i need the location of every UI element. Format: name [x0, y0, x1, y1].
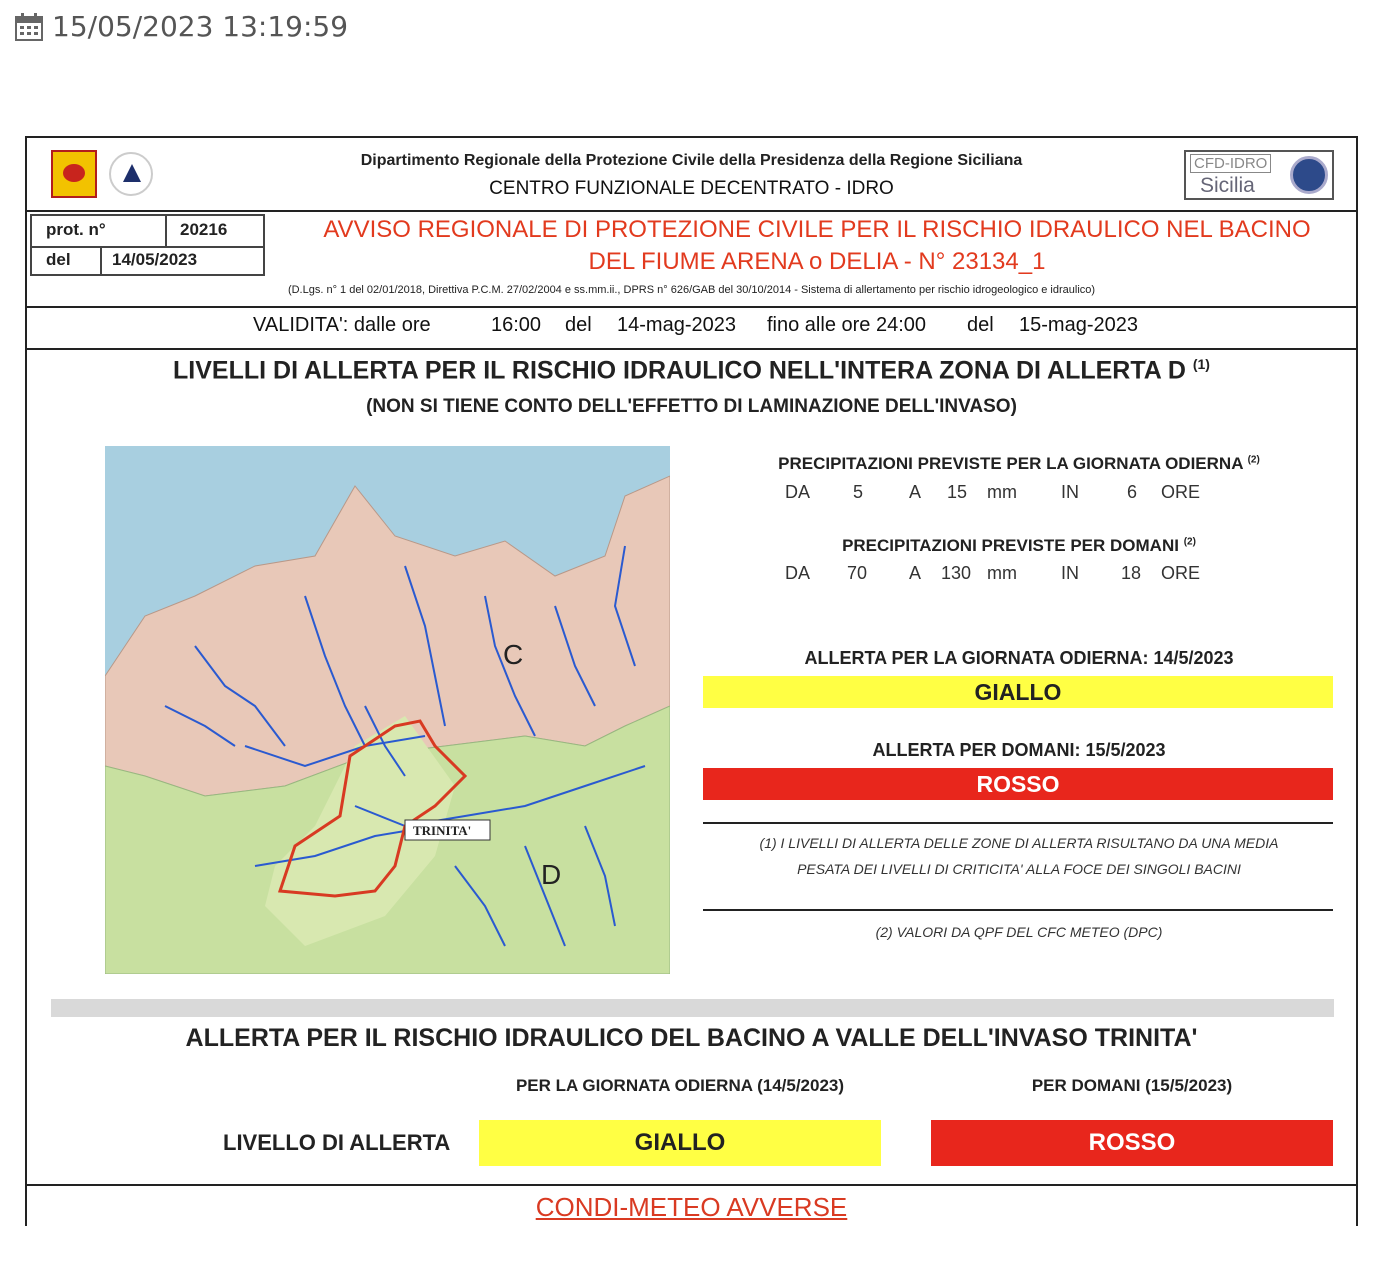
calendar-icon — [14, 12, 44, 42]
note-2: (2) VALORI DA QPF DEL CFC METEO (DPC) — [875, 924, 1163, 940]
precip-tomorrow-in: IN — [1061, 563, 1079, 583]
precip-today-ore: ORE — [1161, 482, 1201, 502]
precip-tomorrow-unit: mm — [987, 563, 1017, 583]
note-1: (1) I LIVELLI DI ALLERTA DELLE ZONE DI ALLERTA RISULTANO DA UNA MEDIA PESATA DEI LIVELLI DI CRITICITA' ALLA FOCE DEI SINGOLI BACINI — [759, 835, 1279, 877]
validity-label: VALIDITA': dalle ore — [253, 314, 431, 336]
centro-name: CENTRO FUNZIONALE DECENTRATO - IDRO — [489, 178, 894, 199]
precip-tomorrow-ore: ORE — [1161, 563, 1201, 583]
avviso-line1: AVVISO REGIONALE DI PROTEZIONE CIVILE PER IL RISCHIO IDRAULICO NEL BACINO — [323, 216, 1311, 243]
precip-today-hours: 6 — [1127, 482, 1138, 502]
cfd-logo-top: CFD-IDRO — [1190, 154, 1271, 173]
alert-tomorrow-label: ALLERTA PER DOMANI: 15/5/2023 — [872, 740, 1166, 760]
precip-today-to: 15 — [947, 482, 968, 502]
validity-del-2: del — [967, 314, 994, 336]
basin-map — [105, 446, 670, 974]
alert-document — [25, 136, 1358, 1226]
datetime-row — [14, 10, 348, 43]
cfd-logo-bottom: Sicilia — [1200, 174, 1255, 197]
protocol-row — [27, 210, 1356, 308]
validity-start-time: 16:00 — [491, 314, 542, 336]
datetime-text: 15/05/2023 13:19:59 — [52, 10, 349, 43]
alert-today-level: GIALLO — [703, 676, 1333, 708]
zone-c-label: C — [503, 639, 524, 670]
precip-today-a: A — [909, 482, 922, 502]
validity-start-date: 14-mag-2023 — [617, 314, 736, 336]
zone-alert-title: LIVELLI DI ALLERTA PER IL RISCHIO IDRAULICO NELL'INTERA ZONA DI ALLERTA D $^{(1)}$ — [173, 356, 1210, 385]
validity-del-1: del — [565, 314, 592, 336]
precip-tomorrow-from: 70 — [847, 563, 868, 583]
trinita-label: TRINITA' — [413, 823, 472, 838]
notes-divider-2 — [703, 909, 1333, 911]
precip-today-from: 5 — [853, 482, 864, 502]
validity-until: fino alle ore 24:00 — [767, 314, 927, 336]
cfd-idro-logo — [1184, 150, 1334, 200]
condi-meteo-link[interactable]: CONDI-METEO AVVERSE — [535, 1192, 848, 1222]
basin-col-tomorrow: PER DOMANI (15/5/2023) — [1031, 1076, 1233, 1095]
section-divider-band — [51, 999, 1334, 1017]
prot-value: 20216 — [180, 220, 228, 239]
prot-label: prot. n° — [46, 220, 106, 239]
cfd-emblem-icon — [1290, 156, 1328, 194]
avviso-title — [277, 214, 1357, 278]
protocol-box — [30, 214, 265, 276]
precip-tomorrow-da: DA — [785, 563, 811, 583]
avviso-line2: DEL FIUME ARENA o DELIA - N° 23134_1 — [588, 248, 1046, 275]
precip-today-unit: mm — [987, 482, 1017, 502]
validity-row — [27, 306, 1356, 350]
basin-row-label: LIVELLO DI ALLERTA — [223, 1130, 451, 1155]
validity-end-date: 15-mag-2023 — [1019, 314, 1138, 336]
precip-today-da: DA — [785, 482, 811, 502]
basin-alert-title: ALLERTA PER IL RISCHIO IDRAULICO DEL BACINO A VALLE DELL'INVASO TRINITA' — [185, 1024, 1198, 1052]
zone-alert-subtitle: (NON SI TIENE CONTO DELL'EFFETTO DI LAMINAZIONE DELL'INVASO) — [366, 396, 1017, 417]
basin-col-today: PER LA GIORNATA ODIERNA (14/5/2023) — [515, 1076, 845, 1095]
precip-tomorrow-to: 130 — [941, 563, 972, 583]
document-header — [27, 138, 1356, 212]
notes-divider-1 — [703, 822, 1333, 824]
alert-tomorrow-level: ROSSO — [703, 768, 1333, 800]
legal-reference: (D.Lgs. n° 1 del 02/01/2018, Direttiva P.C.M. 27/02/2004 e ss.mm.ii., DPRS n° 626/GAB del 30/10/2014 - Sistema di allertamento per rischio idrogeologico e idraulico) — [287, 284, 1096, 296]
precip-tomorrow-a: A — [909, 563, 922, 583]
zone-d-label: D — [541, 859, 562, 890]
basin-tomorrow-level: ROSSO — [931, 1120, 1333, 1166]
zone-title-note: (1) — [1192, 356, 1210, 372]
precip-today-in: IN — [1061, 482, 1079, 502]
bottom-divider — [27, 1184, 1356, 1186]
precip-today-title: PRECIPITAZIONI PREVISTE PER LA GIORNATA ODIERNA $^{(2)}$ — [778, 454, 1260, 473]
precip-tomorrow-title: PRECIPITAZIONI PREVISTE PER DOMANI $^{(2)}$ — [842, 536, 1196, 555]
del-label: del — [46, 250, 71, 269]
del-value: 14/05/2023 — [112, 250, 198, 269]
basin-today-level: GIALLO — [479, 1120, 881, 1166]
alert-today-label: ALLERTA PER LA GIORNATA ODIERNA: 14/5/2023 — [804, 648, 1234, 668]
precip-tomorrow-hours: 18 — [1121, 563, 1142, 583]
department-name: Dipartimento Regionale della Protezione Civile della Presidenza della Regione Siciliana — [360, 152, 1023, 169]
